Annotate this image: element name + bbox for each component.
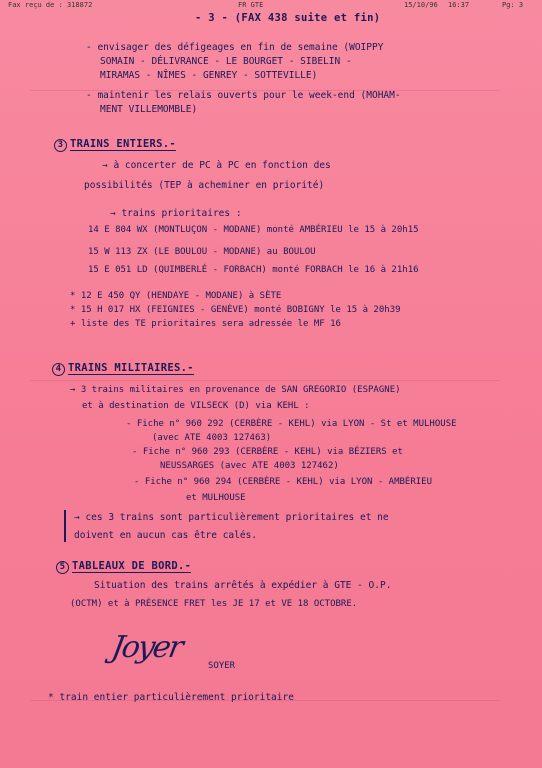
section-3-line: → à concerter de PC à PC en fonction des — [102, 160, 331, 171]
priority-trains-label: → trains prioritaires : — [110, 208, 242, 219]
section-5-heading — [56, 560, 191, 574]
faint-background-line — [30, 380, 500, 381]
signatory-name: SOYER — [208, 661, 236, 671]
intro-line: SOMAIN - DÉLIVRANCE - LE BOURGET - SIBELIN - — [100, 56, 352, 67]
section-number: 4 — [52, 363, 65, 376]
section-4-line: NEUSSARGES (avec ATE 4003 127462) — [160, 461, 339, 471]
intro-line: - envisager des défigeages en fin de semaine (WOIPPY — [86, 42, 384, 53]
priority-train: * 15 H 017 HX (FEIGNIES - GENÈVE) monté BOBIGNY le 15 à 20h39 — [70, 305, 401, 315]
fax-sender: FR GTE — [238, 1, 264, 9]
section-4-note: doivent en aucun cas être calés. — [74, 530, 258, 541]
section-number: 5 — [56, 561, 69, 574]
section-title: TABLEAUX DE BORD.- — [72, 560, 192, 572]
priority-train: 15 E 051 LD (QUIMBERLÉ - FORBACH) monté FORBACH le 16 à 21h16 — [88, 265, 419, 275]
section-5-line: Situation des trains arrêtés à expédier à GTE - O.P. — [94, 580, 392, 591]
section-4-line: - Fiche n° 960 294 (CERBÈRE - KEHL) via LYON - AMBÉRIEU — [134, 477, 433, 487]
intro-line: - maintenir les relais ouverts pour le week-end (MOHAM- — [86, 90, 401, 101]
section-title: TRAINS ENTIERS.- — [70, 138, 176, 150]
section-3-heading — [54, 138, 176, 152]
intro-line: MIRAMAS - NÎMES - GENREY - SOTTEVILLE) — [100, 70, 318, 81]
section-3-line: possibilités (TEP à acheminer en priorité) — [84, 180, 325, 191]
fax-received-from: Fax reçu de : 318872 — [8, 1, 93, 9]
section-4-line: et MULHOUSE — [186, 493, 246, 503]
section-4-line: → 3 trains militaires en provenance de SAN GREGORIO (ESPAGNE) — [70, 385, 401, 395]
page-title: - 3 - (FAX 438 suite et fin) — [195, 12, 381, 24]
section-4-heading — [52, 362, 194, 376]
section-number: 3 — [54, 139, 67, 152]
fax-page-number: Pg: 3 — [502, 1, 524, 9]
priority-train-note: + liste des TE prioritaires sera adressée le MF 16 — [70, 319, 341, 329]
handwritten-signature: Joyer — [108, 630, 185, 665]
note-bracket — [64, 510, 70, 542]
section-4-line: - Fiche n° 960 292 (CERBÈRE - KEHL) via LYON - St et MULHOUSE — [126, 419, 457, 429]
priority-train: 15 W 113 ZX (LE BOULOU - MODANE) au BOULOU — [88, 247, 316, 257]
section-title: TRAINS MILITAIRES.- — [68, 362, 194, 374]
fax-time: 16:37 — [448, 1, 470, 9]
section-5-line: (OCTM) et à PRÉSENCE FRET les JE 17 et VE 18 OCTOBRE. — [70, 599, 358, 609]
section-4-note: → ces 3 trains sont particulièrement prioritaires et ne — [74, 512, 389, 523]
section-4-line: et à destination de VILSECK (D) via KEHL : — [82, 401, 310, 411]
section-4-line: (avec ATE 4003 127463) — [152, 433, 272, 443]
section-4-line: - Fiche n° 960 293 (CERBÈRE - KEHL) via BÉZIERS et — [132, 447, 403, 457]
intro-line: MENT VILLEMOMBLE) — [100, 104, 198, 115]
footnote: * train entier particulièrement prioritaire — [48, 692, 294, 703]
fax-header — [8, 0, 534, 10]
priority-train: 14 E 804 WX (MONTLUÇON - MODANE) monté AMBÉRIEU le 15 à 20h15 — [88, 225, 419, 235]
fax-date: 15/10/96 — [404, 1, 438, 9]
priority-train: * 12 E 450 QY (HENDAYE - MODANE) à SÈTE — [70, 291, 282, 301]
